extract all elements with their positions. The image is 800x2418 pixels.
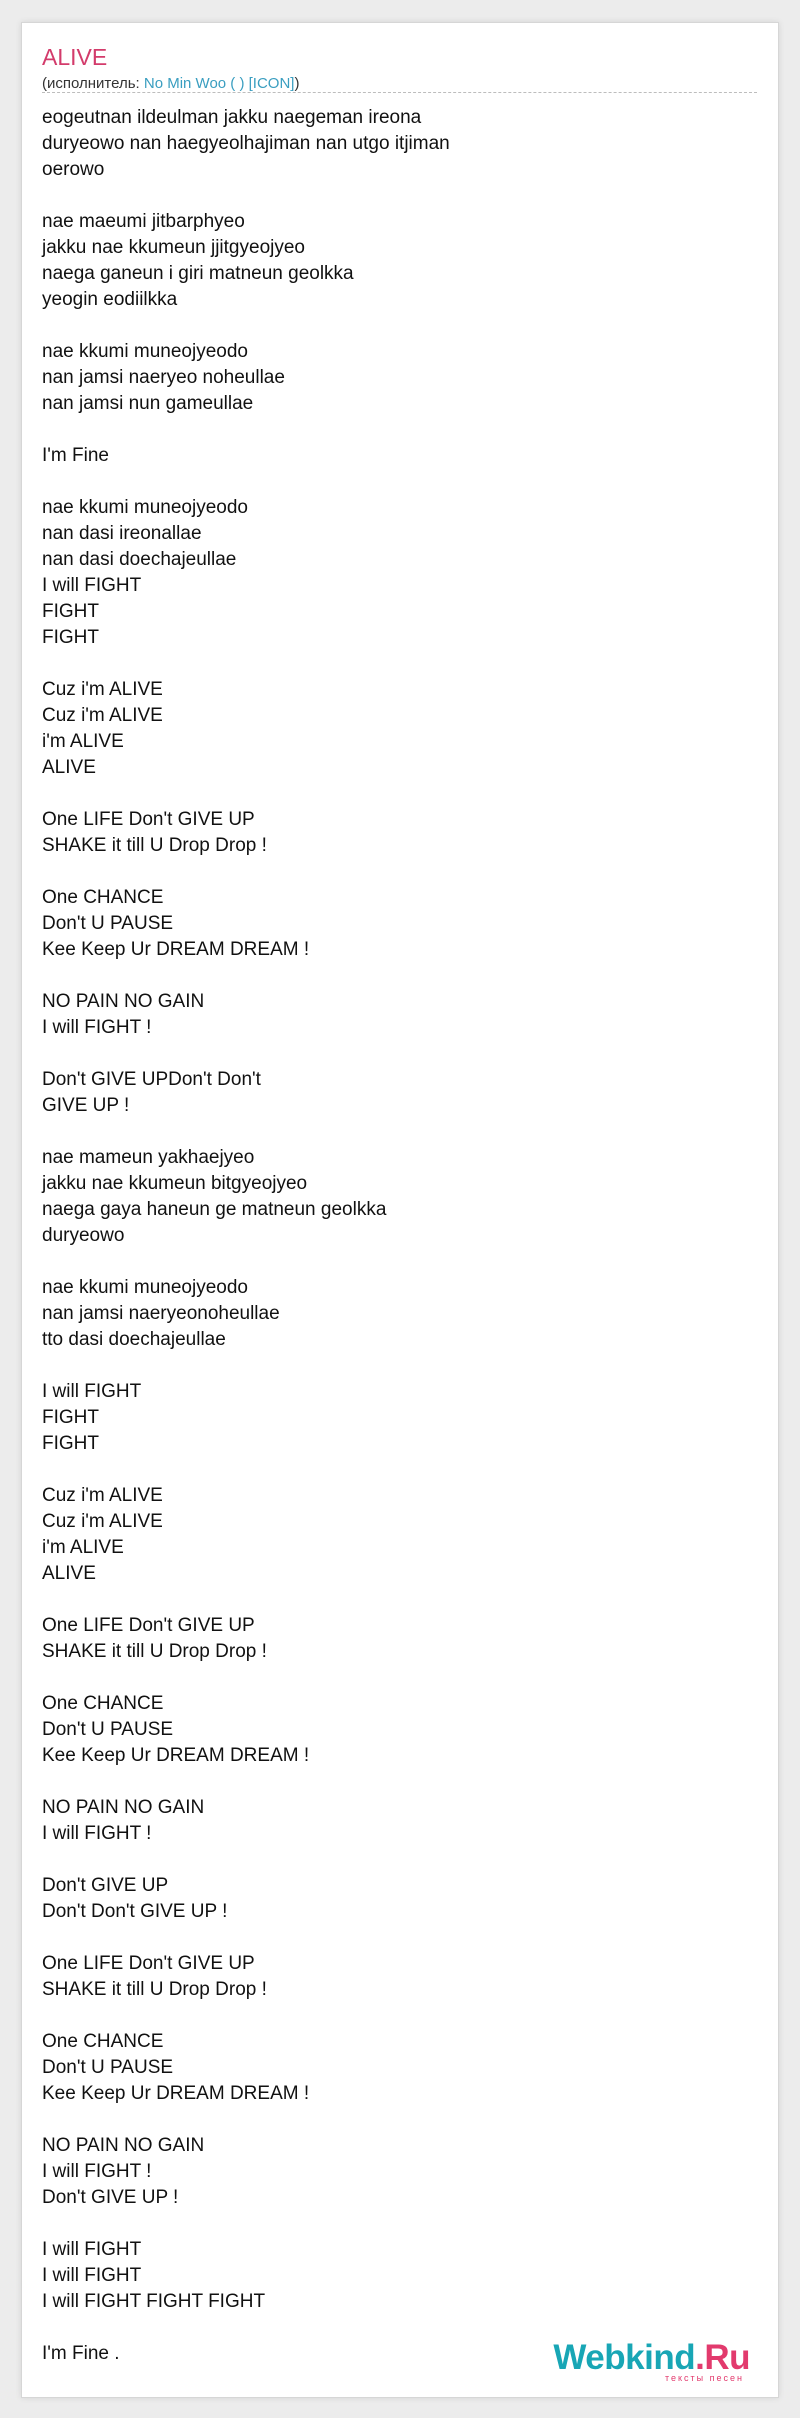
- song-title: ALIVE: [42, 44, 108, 70]
- lyric-line: Don't U PAUSE: [42, 1719, 174, 1740]
- lyric-line: I'm Fine .: [42, 2343, 120, 2364]
- lyric-line: nae mameun yakhaejyeo: [42, 1147, 255, 1168]
- lyric-stanza: [42, 1951, 742, 2003]
- lyric-line: eogeutnan ildeulman jakku naegeman ireona: [42, 107, 422, 128]
- meta-suffix: ): [294, 75, 300, 92]
- logo-tagline: тексты песен: [664, 2373, 744, 2383]
- lyric-line: Don't GIVE UP: [42, 1875, 169, 1896]
- lyric-line: naega gaya haneun ge matneun geolkka: [42, 1199, 387, 1220]
- lyric-line: SHAKE it till U Drop Drop !: [42, 1979, 267, 2000]
- lyric-line: Cuz i'm ALIVE: [42, 705, 163, 726]
- lyric-line: One CHANCE: [42, 2031, 164, 2052]
- lyric-stanza: [42, 1613, 742, 1665]
- lyric-stanza: [42, 1145, 742, 1249]
- title-divider: [42, 92, 757, 93]
- lyric-line: Kee Keep Ur DREAM DREAM !: [42, 1745, 310, 1766]
- lyric-line: I will FIGHT: [42, 2239, 142, 2260]
- lyric-stanza: [42, 1275, 742, 1353]
- lyric-line: One LIFE Don't GIVE UP: [42, 809, 255, 830]
- lyric-stanza: [42, 2029, 742, 2107]
- lyric-line: NO PAIN NO GAIN: [42, 2135, 205, 2156]
- lyric-line: SHAKE it till U Drop Drop !: [42, 835, 267, 856]
- lyric-stanza: [42, 885, 742, 963]
- lyric-line: One CHANCE: [42, 887, 164, 908]
- lyric-line: Don't U PAUSE: [42, 913, 174, 934]
- lyric-line: One CHANCE: [42, 1693, 164, 1714]
- lyric-line: i'm ALIVE: [42, 731, 124, 752]
- lyric-line: FIGHT: [42, 1433, 99, 1454]
- lyric-line: nae maeumi jitbarphyeo: [42, 211, 245, 232]
- lyric-stanza: [42, 1873, 742, 1925]
- logo-main-text: Webkind: [553, 2338, 696, 2377]
- lyric-line: FIGHT: [42, 601, 99, 622]
- lyric-stanza: [42, 2237, 742, 2315]
- lyric-line: I will FIGHT !: [42, 2161, 152, 2182]
- lyric-line: nan jamsi nun gameullae: [42, 393, 254, 414]
- lyric-line: nan jamsi naeryeo noheullae: [42, 367, 285, 388]
- lyric-stanza: [42, 339, 742, 417]
- lyric-line: i'm ALIVE: [42, 1537, 124, 1558]
- lyric-line: duryeowo: [42, 1225, 125, 1246]
- lyric-line: Don't GIVE UP !: [42, 2187, 179, 2208]
- lyric-line: Cuz i'm ALIVE: [42, 679, 163, 700]
- webkind-logo[interactable]: [553, 2340, 750, 2383]
- lyric-line: jakku nae kkumeun bitgyeojyeo: [42, 1173, 308, 1194]
- lyric-stanza: [42, 677, 742, 781]
- lyric-line: Don't U PAUSE: [42, 2057, 174, 2078]
- lyric-line: nan dasi ireonallae: [42, 523, 202, 544]
- lyric-line: FIGHT: [42, 1407, 99, 1428]
- lyric-line: duryeowo nan haegyeolhajiman nan utgo itjiman: [42, 133, 450, 154]
- lyric-line: Don't GIVE UPDon't Don't: [42, 1069, 261, 1090]
- lyric-line: ALIVE: [42, 1563, 96, 1584]
- lyrics-card: [21, 22, 779, 2398]
- lyric-line: yeogin eodiilkka: [42, 289, 178, 310]
- lyric-line: NO PAIN NO GAIN: [42, 991, 205, 1012]
- lyric-line: FIGHT: [42, 627, 99, 648]
- lyric-line: tto dasi doechajeullae: [42, 1329, 226, 1350]
- lyric-stanza: [42, 1067, 742, 1119]
- lyric-line: naega ganeun i giri matneun geolkka: [42, 263, 354, 284]
- lyric-stanza: [42, 495, 742, 651]
- lyric-stanza: [42, 807, 742, 859]
- lyric-line: One LIFE Don't GIVE UP: [42, 1953, 255, 1974]
- lyric-line: Kee Keep Ur DREAM DREAM !: [42, 939, 310, 960]
- lyric-line: Don't Don't GIVE UP !: [42, 1901, 228, 1922]
- lyric-line: I'm Fine: [42, 445, 109, 466]
- lyric-line: nae kkumi muneojyeodo: [42, 1277, 248, 1298]
- meta-prefix: (исполнитель:: [42, 75, 144, 92]
- lyric-stanza: [42, 1379, 742, 1457]
- artist-link[interactable]: No Min Woo ( ) [ICON]: [143, 75, 295, 92]
- lyric-stanza: [42, 2133, 742, 2211]
- lyric-stanza: [42, 1691, 742, 1769]
- lyric-line: oerowo: [42, 159, 105, 180]
- lyric-line: One LIFE Don't GIVE UP: [42, 1615, 255, 1636]
- lyric-line: jakku nae kkumeun jjitgyeojyeo: [42, 237, 305, 258]
- lyric-line: nae kkumi muneojyeodo: [42, 341, 248, 362]
- lyric-stanza: [42, 443, 742, 469]
- lyric-line: I will FIGHT: [42, 2265, 142, 2286]
- lyrics-text: [42, 105, 742, 2393]
- lyric-line: I will FIGHT !: [42, 1017, 152, 1038]
- lyric-stanza: [42, 209, 742, 313]
- lyric-line: I will FIGHT: [42, 575, 142, 596]
- lyric-stanza: [42, 1795, 742, 1847]
- logo-tld: .Ru: [695, 2338, 750, 2377]
- lyric-line: Kee Keep Ur DREAM DREAM !: [42, 2083, 310, 2104]
- lyric-line: Cuz i'm ALIVE: [42, 1485, 163, 1506]
- lyric-line: GIVE UP !: [42, 1095, 130, 1116]
- lyric-line: nae kkumi muneojyeodo: [42, 497, 248, 518]
- lyric-line: ALIVE: [42, 757, 96, 778]
- lyric-line: I will FIGHT !: [42, 1823, 152, 1844]
- lyric-line: I will FIGHT: [42, 1381, 142, 1402]
- song-meta: [42, 74, 299, 94]
- lyric-stanza: [42, 105, 742, 183]
- lyric-stanza: [42, 989, 742, 1041]
- lyric-line: NO PAIN NO GAIN: [42, 1797, 205, 1818]
- lyric-line: I will FIGHT FIGHT FIGHT: [42, 2291, 266, 2312]
- logo-wordmark: [553, 2340, 750, 2376]
- lyric-line: nan jamsi naeryeonoheullae: [42, 1303, 280, 1324]
- lyric-stanza: [42, 1483, 742, 1587]
- lyric-line: nan dasi doechajeullae: [42, 549, 237, 570]
- lyric-line: Cuz i'm ALIVE: [42, 1511, 163, 1532]
- lyric-line: SHAKE it till U Drop Drop !: [42, 1641, 267, 1662]
